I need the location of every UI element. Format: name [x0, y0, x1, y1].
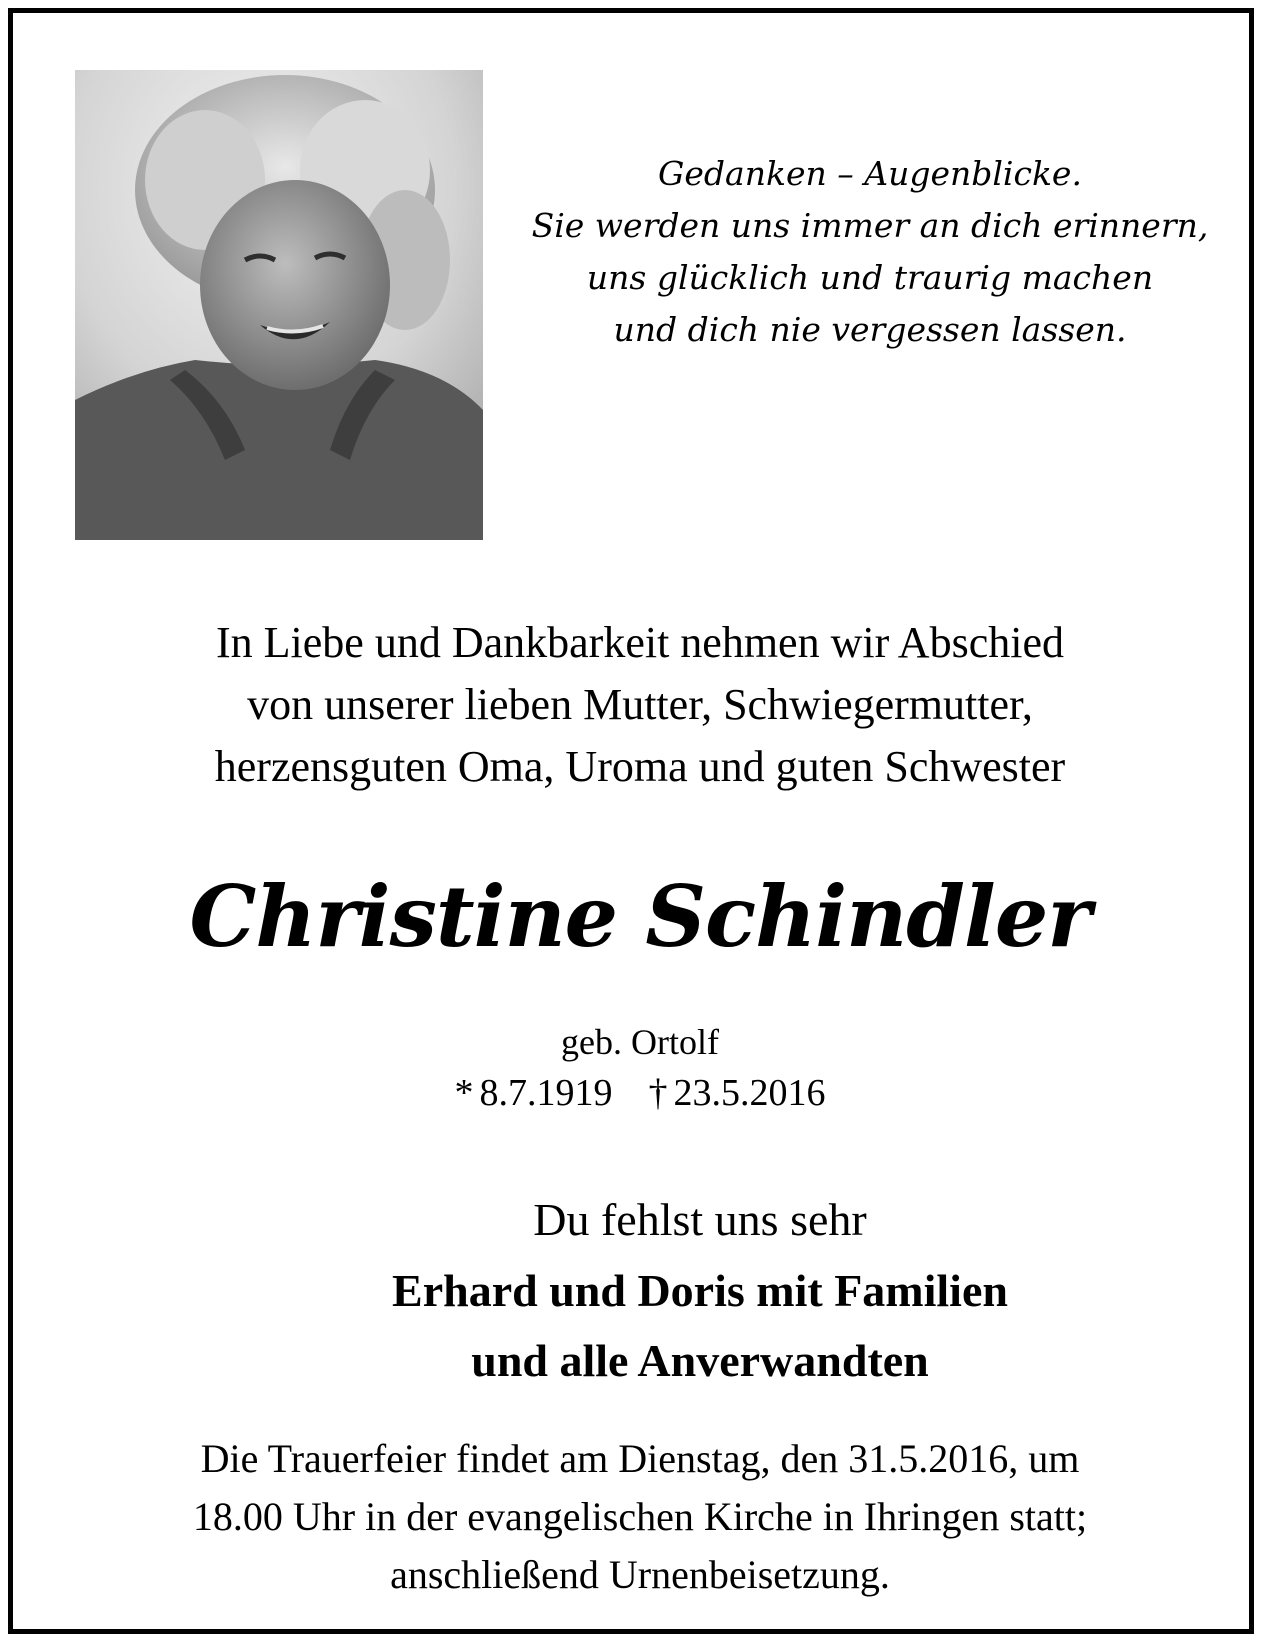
- service-line: 18.00 Uhr in der evangelischen Kirche in Ihringen statt;: [192, 1494, 1088, 1539]
- birth-date: 8.7.1919: [479, 1072, 613, 1114]
- service-line: Die Trauerfeier findet am Dienstag, den 31.5.2016, um: [200, 1436, 1080, 1481]
- poem-line: uns glücklich und traurig machen: [586, 258, 1154, 297]
- farewell-line: In Liebe und Dankbarkeit nehmen wir Abschied: [216, 618, 1064, 667]
- farewell-line: herzensguten Oma, Uroma und guten Schwester: [214, 742, 1066, 791]
- service-details: [60, 1430, 1220, 1604]
- mourners-line: und alle Anverwandten: [471, 1335, 929, 1386]
- poem-line: Gedanken – Augenblicke.: [658, 154, 1082, 193]
- portrait-photo: [75, 70, 483, 540]
- closing-message: Du fehlst uns sehr: [533, 1194, 867, 1245]
- mourners: [60, 1256, 1280, 1396]
- farewell-line: von unserer lieben Mutter, Schwiegermutter,: [247, 680, 1033, 729]
- maiden-name: geb. Ortolf: [561, 1022, 719, 1062]
- portrait-photo-icon: [75, 70, 483, 540]
- life-dates: [60, 1068, 1220, 1118]
- service-line: anschließend Urnenbeisetzung.: [390, 1552, 890, 1597]
- poem-line: und dich nie vergessen lassen.: [613, 310, 1127, 349]
- deceased-name: Christine Schindler: [189, 867, 1091, 966]
- poem: [520, 148, 1220, 356]
- farewell-text: [60, 612, 1220, 798]
- death-cross-icon: †: [648, 1072, 668, 1114]
- poem-line: Sie werden uns immer an dich erinnern,: [531, 206, 1209, 245]
- mourners-line: Erhard und Doris mit Familien: [392, 1265, 1008, 1316]
- death-date: 23.5.2016: [673, 1072, 826, 1114]
- birth-star-icon: *: [454, 1072, 474, 1114]
